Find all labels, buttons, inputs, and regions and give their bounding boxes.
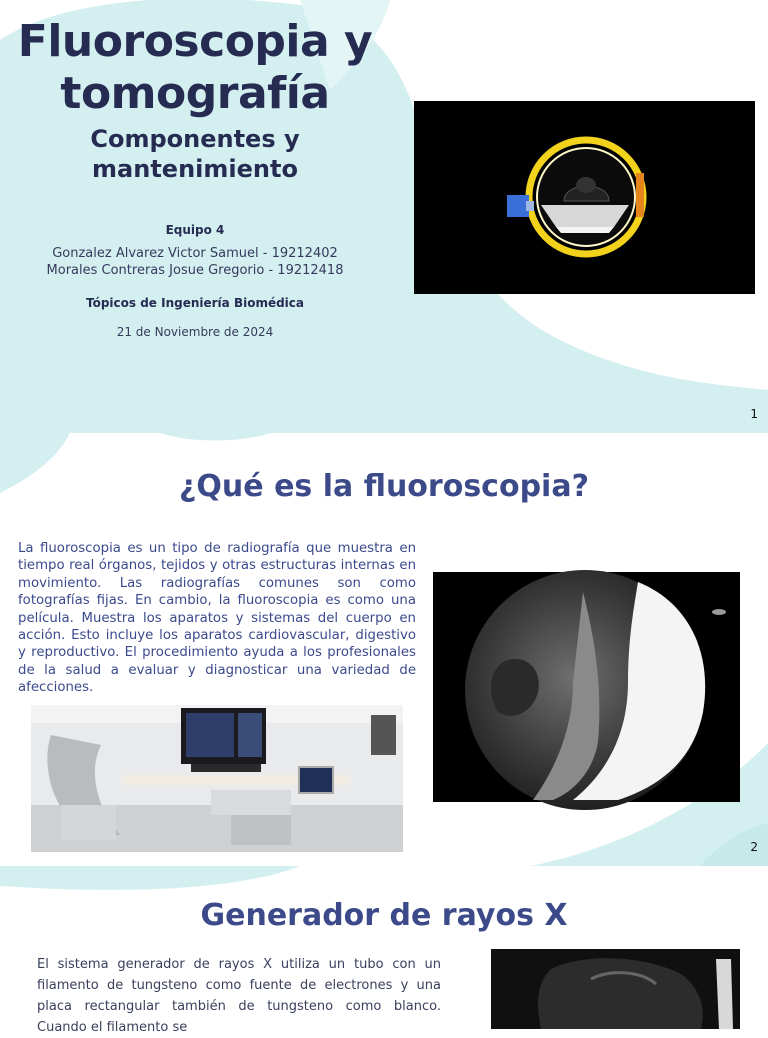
slide-heading: ¿Qué es la fluoroscopia? bbox=[179, 469, 589, 504]
presentation-subtitle: Componentes y mantenimiento bbox=[90, 125, 300, 183]
ct-scanner-image bbox=[414, 101, 755, 294]
slide-heading: Generador de rayos X bbox=[200, 898, 568, 933]
fluoroscopy-xray-image bbox=[433, 572, 740, 802]
presentation-date: 21 de Noviembre de 2024 bbox=[116, 325, 274, 339]
slide-3 bbox=[0, 866, 768, 1035]
page-number: 1 bbox=[750, 407, 758, 421]
slide-1 bbox=[0, 0, 768, 433]
team-member: Morales Contreras Josue Gregorio - 19212418 bbox=[46, 263, 344, 278]
team-name: Equipo 4 bbox=[165, 223, 225, 237]
tomography-image bbox=[491, 949, 740, 1029]
presentation-title: Fluoroscopia y tomografía bbox=[17, 16, 373, 119]
slide-body-text: El sistema generador de rayos X utiliza un tubo con un filamento de tungsteno como fuente de electrones y una placa rectangular también de tungsteno como blanco. Cuando el filamento se bbox=[37, 957, 441, 1035]
slide-body-text: La fluoroscopia es un tipo de radiografía que muestra en tiempo real órganos, tejidos y otras estructuras internas en movimiento. Las radiografías comunes son como fotografías fijas. En cambio, la fluoroscopia es como una película. Muestra los aparatos y sistemas del cuerpo en acción. Esto incluye los aparatos cardiovascular, digestivo y reproductivo. El procedimiento ayuda a los profesionales de la salud a evaluar y diagnosticar una variedad de afecciones. bbox=[18, 541, 416, 696]
course-name: Tópicos de Ingeniería Biomédica bbox=[85, 296, 305, 310]
fluoroscopy-room-photo bbox=[31, 705, 403, 852]
team-member: Gonzalez Alvarez Victor Samuel - 19212402 bbox=[52, 246, 338, 261]
page-number: 2 bbox=[750, 840, 758, 854]
slide-2 bbox=[0, 433, 768, 866]
